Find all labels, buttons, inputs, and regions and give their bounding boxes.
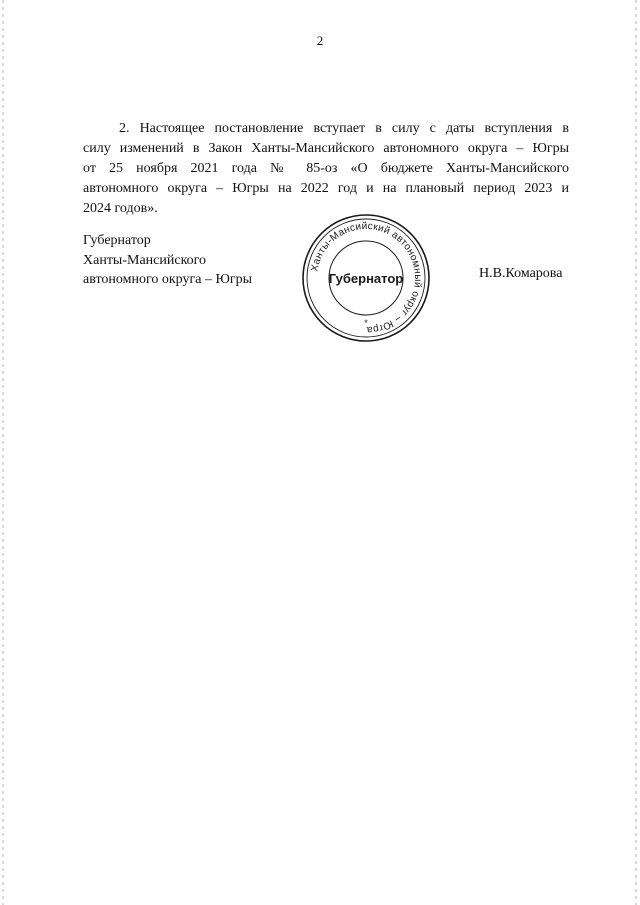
paragraph-line: автономного округа – Югры на 2022 год и на плановый период 2023 и [83, 181, 569, 196]
signatory-name: Н.В.Комарова [479, 266, 563, 281]
body-paragraph [83, 119, 569, 219]
scan-edge-left [2, 0, 4, 905]
paragraph-line: 2. Настоящее постановление вступает в силу с даты вступления в [119, 121, 569, 136]
seal-star: * [364, 318, 368, 328]
seal-center-text: Губернатор [328, 271, 404, 286]
official-seal [300, 212, 432, 344]
signatory-title-line: автономного округа – Югры [83, 272, 252, 287]
signatory-title [83, 231, 252, 290]
scan-edge-right [635, 0, 637, 905]
signatory-title-line: Губернатор [83, 233, 151, 248]
paragraph-line: от 25 ноября 2021 года № 85-оз «О бюджете Ханты-Мансийского [83, 161, 569, 176]
paragraph-line: силу изменений в Закон Ханты-Мансийского автономного округа – Югры [83, 141, 569, 156]
page-number: 2 [316, 33, 324, 48]
signatory-title-line: Ханты-Мансийского [83, 252, 207, 268]
paragraph-line: 2024 годов». [83, 201, 158, 216]
seal-ring-text: Ханты-Мансийский автономный округ – Югра [309, 220, 424, 336]
